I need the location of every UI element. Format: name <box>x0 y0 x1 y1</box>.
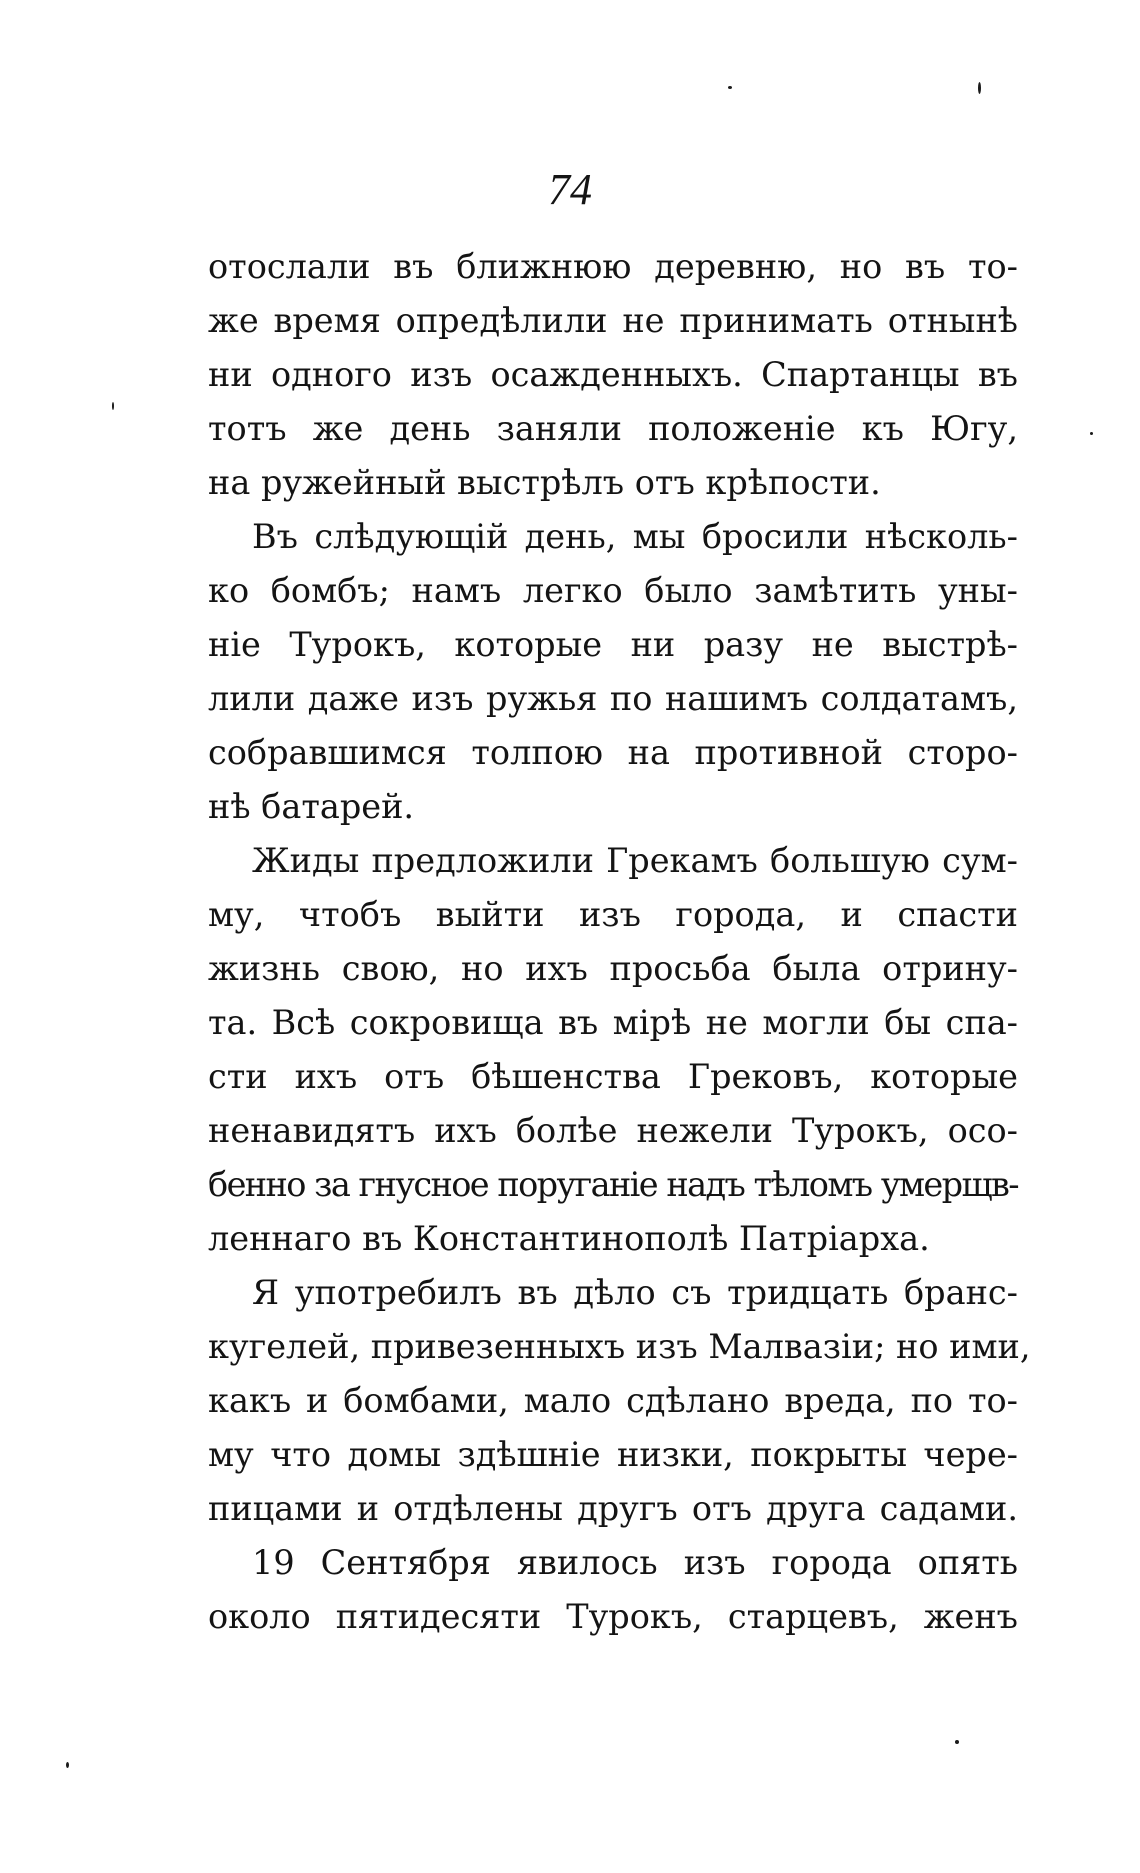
scan-speck <box>728 86 732 89</box>
text-line: 19 Сентября явилось изъ города опять <box>252 1543 1018 1582</box>
text-line: около пятидесяти Турокъ, старцевъ, женъ <box>208 1597 1018 1636</box>
paragraph-1 <box>208 240 1018 510</box>
scan-speck <box>1090 432 1093 435</box>
text-line: кугелей, привезенныхъ изъ Малвазіи; но ими, <box>208 1327 1031 1366</box>
text-line: же время опредѣлили не принимать отнынѣ <box>208 301 1018 340</box>
text-line: леннаго въ Константинополѣ Патріарха. <box>208 1219 930 1258</box>
text-line: ненавидятъ ихъ болѣе нежели Турокъ, осо- <box>208 1111 1018 1150</box>
text-line: та. Всѣ сокровища въ мірѣ не могли бы спа- <box>208 1003 1018 1042</box>
text-line: на ружейный выстрѣлъ отъ крѣпости. <box>208 463 881 502</box>
text-line: сти ихъ отъ бѣшенства Грековъ, которые <box>208 1057 1018 1096</box>
text-line: ко бомбъ; намъ легко было замѣтить уны- <box>208 571 1018 610</box>
text-line: пицами и отдѣлены другъ отъ друга садами. <box>208 1489 1018 1528</box>
body-text <box>208 240 1031 1644</box>
text-line: му что домы здѣшніе низки, покрыты чере- <box>208 1435 1018 1474</box>
text-line: Въ слѣдующій день, мы бросили нѣсколь- <box>252 517 1018 556</box>
paragraph-5 <box>208 1536 1018 1644</box>
page-number: 74 <box>548 165 592 214</box>
text-line: жизнь свою, но ихъ просьба была отрину- <box>208 949 1018 988</box>
scan-speck <box>112 402 114 410</box>
text-line: нѣ батарей. <box>208 787 415 826</box>
text-line: ни одного изъ осажденныхъ. Спартанцы въ <box>208 355 1018 394</box>
paragraph-2 <box>208 510 1018 834</box>
text-line: лили даже изъ ружья по нашимъ солдатамъ, <box>208 679 1018 718</box>
paragraph-4 <box>208 1266 1031 1536</box>
text-line: Жиды предложили Грекамъ большую сум- <box>252 841 1018 880</box>
scan-speck <box>955 1740 959 1744</box>
scan-speck <box>978 82 981 94</box>
text-line: собравшимся толпою на противной сторо- <box>208 733 1018 772</box>
text-line: тотъ же день заняли положеніе къ Югу, <box>208 409 1018 448</box>
paragraph-3 <box>208 834 1018 1266</box>
text-line: ніе Турокъ, которые ни разу не выстрѣ- <box>208 625 1018 664</box>
text-line: отослали въ ближнюю деревню, но въ то- <box>208 247 1018 286</box>
text-line: бенно за гнусное поруганіе надъ тѣломъ умерщв- <box>208 1165 1018 1204</box>
text-line: Я употребилъ въ дѣло съ тридцать бранс- <box>252 1273 1018 1312</box>
scan-speck <box>66 1762 69 1768</box>
text-line: му, чтобъ выйти изъ города, и спасти <box>208 895 1018 934</box>
text-line: какъ и бомбами, мало сдѣлано вреда, по то- <box>208 1381 1018 1420</box>
